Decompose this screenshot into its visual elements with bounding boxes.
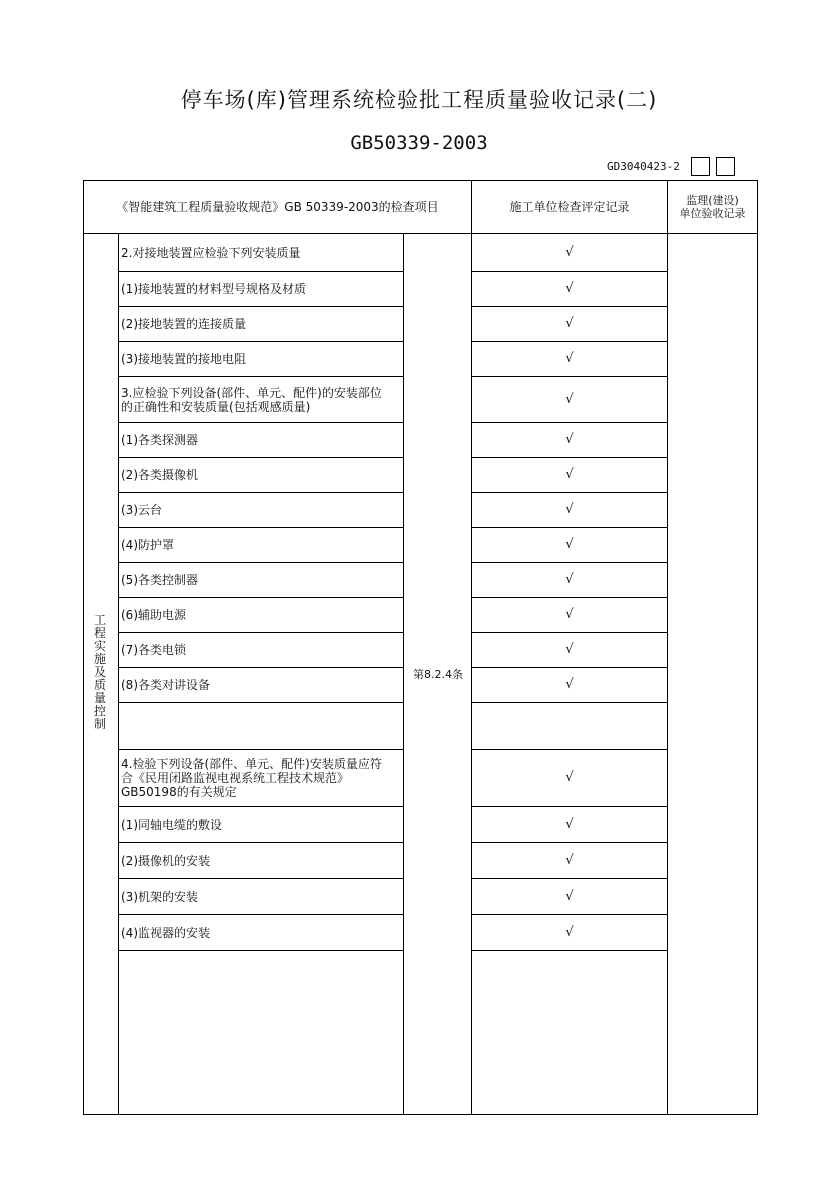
item-text: (1)接地装置的材料型号规格及材质 — [121, 282, 306, 296]
check-mark[interactable]: √ — [565, 281, 574, 296]
item-text: (4)防护罩 — [121, 538, 174, 552]
form-title: 停车场(库)管理系统检验批工程质量验收记录(二) — [180, 88, 658, 112]
item-text: (8)各类对讲设备 — [121, 678, 210, 692]
check-mark[interactable]: √ — [565, 244, 574, 260]
check-mark[interactable]: √ — [565, 537, 574, 552]
header-check-items: 《智能建筑工程质量验收规范》GB 50339-2003的检查项目 — [116, 200, 439, 214]
item-text — [121, 703, 401, 749]
check-mark[interactable]: √ — [565, 888, 574, 904]
item-text: (6)辅助电源 — [121, 608, 186, 622]
check-mark[interactable]: √ — [565, 351, 574, 366]
check-mark[interactable]: √ — [565, 770, 574, 785]
item-text: (5)各类控制器 — [121, 573, 198, 587]
item-text: (2)摄像机的安装 — [121, 853, 210, 868]
check-mark[interactable]: √ — [565, 467, 574, 482]
check-mark[interactable]: √ — [565, 607, 574, 622]
check-mark[interactable]: √ — [565, 924, 574, 940]
item-text: 4.检验下列设备(部件、单元、配件)安装质量应符合《民用闭路监视电视系统工程技术规范》GB50198的有关规定 — [121, 757, 382, 799]
item-text: 3.应检验下列设备(部件、单元、配件)的安装部位的正确性和安装质量(包括观感质量) — [121, 385, 382, 414]
form-code-box-1[interactable] — [691, 157, 710, 176]
item-text: (3)接地装置的接地电阻 — [121, 352, 246, 366]
item-text: (3)云台 — [121, 503, 162, 517]
header-supervisor-line2: 单位验收记录 — [679, 207, 746, 220]
header-supervisor-line1: 监理(建设) — [686, 194, 739, 207]
item-text: 2.对接地装置应检验下列安装质量 — [121, 245, 301, 260]
header-contractor-record: 施工单位检查评定记录 — [509, 200, 630, 214]
check-mark[interactable] — [472, 703, 667, 749]
check-mark[interactable]: √ — [565, 816, 574, 832]
item-text: (2)各类摄像机 — [121, 468, 198, 482]
check-mark[interactable]: √ — [565, 642, 574, 657]
form-code-box-2[interactable] — [716, 157, 735, 176]
header-supervisor-record — [668, 181, 757, 233]
side-label: 工程实施及质量控制 — [93, 613, 106, 731]
check-mark[interactable]: √ — [565, 316, 574, 331]
standard-number: GB50339-2003 — [350, 132, 488, 154]
item-text: (4)监视器的安装 — [121, 925, 210, 940]
item-text: (3)机架的安装 — [121, 889, 198, 904]
check-mark[interactable]: √ — [565, 391, 574, 407]
check-mark[interactable]: √ — [565, 502, 574, 517]
form-code: GD3040423-2 — [607, 160, 680, 173]
clause-reference: 第8.2.4条 — [413, 668, 463, 681]
check-mark[interactable]: √ — [565, 852, 574, 868]
check-mark[interactable]: √ — [565, 432, 574, 447]
check-mark[interactable]: √ — [565, 572, 574, 587]
item-text: (1)各类探测器 — [121, 433, 198, 447]
check-mark[interactable]: √ — [565, 677, 574, 692]
item-text: (1)同轴电缆的敷设 — [121, 817, 222, 832]
item-text: (2)接地装置的连接质量 — [121, 317, 246, 331]
supervisor-record-column[interactable] — [668, 234, 757, 1114]
item-text: (7)各类电锁 — [121, 643, 186, 657]
